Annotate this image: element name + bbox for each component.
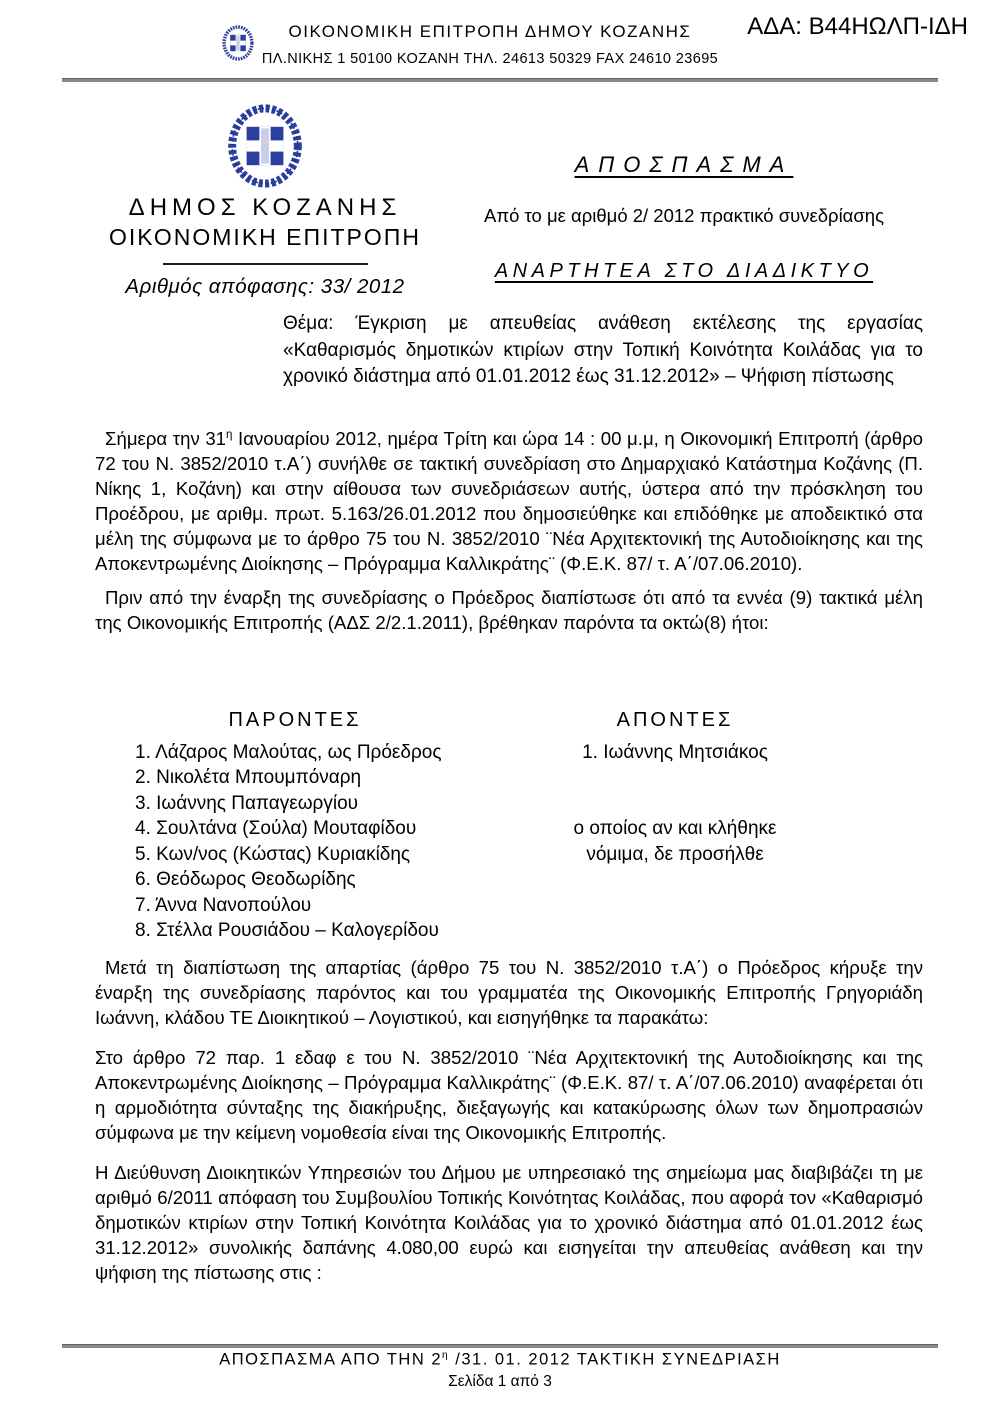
absent-note: ο οποίος αν και κλήθηκε (573, 818, 777, 839)
present-member: 7. Άννα Νανοπούλου (135, 894, 312, 916)
attendance-row (95, 918, 923, 944)
absent-member (495, 765, 855, 791)
present-member: 2. Νικολέτα Μπουμπόναρη (135, 767, 362, 788)
absent-member (495, 867, 855, 893)
absent-member (495, 893, 855, 919)
letterhead-org-line: ΟΙΚΟΝΟΜΙΚΗ ΕΠΙΤΡΟΠΗ ΔΗΜΟΥ ΚΟΖΑΝΗΣ (288, 22, 692, 41)
attendance-row (95, 893, 923, 919)
body-lower (95, 955, 923, 1285)
attendance-row (95, 791, 923, 817)
absent-note: νόμιμα, δε προσήλθε (586, 843, 764, 865)
paragraph-text: Ιανουαρίου 2012, ημέρα Τρίτη και ώρα 14 : 00 μ.μ, η Οικονομική Επιτροπή (άρθρο 72 του Ν. 3852/2010 τ.Α΄) συνήλθε σε τακτική συνεδρίαση στο Δημαρχιακό Κατάστημα Κοζάνης (Π. Νίκης 1, Κοζάνη) και στην αίθουσα των συνεδριάσεων αυτής, ύστερα από την πρόσκληση του Προέδρου, με αριθμ. πρωτ. 5.163/26.01.2012 που δημοσιεύθηκε και επιδόθηκε με αποδεικτικό στα μέλη της σύμφωνα με το άρθρο 75 του Ν. 3852/2010 ¨Νέα Αρχιτεκτονική της Αυτοδιοίκησης και της Αποκεντρωμένης Διοίκησης – Πρόγραμμα Καλλικράτης¨ (Φ.Ε.Κ. 87/ τ. Α΄/07.06.2010). (95, 428, 923, 575)
footer-session-line (0, 1350, 1000, 1370)
attendance-section (95, 708, 923, 944)
attendance-row (95, 765, 923, 791)
attendance-row (95, 740, 923, 766)
present-member: 4. Σουλτάνα (Σούλα) Μουταφίδου (135, 818, 417, 839)
page-footer (0, 1350, 1000, 1391)
present-member: 3. Ιωάννης Παπαγεωργίου (135, 792, 359, 814)
extract-title: ΑΠΟΣΠΑΣΜΑ (574, 152, 794, 177)
attendance-row (95, 842, 923, 868)
footer-divider-line (62, 1344, 938, 1348)
body-upper (95, 423, 923, 635)
issuer-block (105, 102, 425, 299)
attendance-row (95, 816, 923, 842)
present-member: 6. Θεόδωρος Θεοδωρίδης (135, 869, 356, 890)
present-member: 5. Κων/νος (Κώστας) Κυριακίδης (135, 843, 411, 865)
present-member: 8. Στέλλα Ρουσιάδου – Καλογερίδου (135, 920, 439, 941)
attendance-row (95, 867, 923, 893)
absent-header: ΑΠΟΝΤΕΣ (616, 709, 734, 731)
anartitea-label: ΑΝΑΡΤΗΤΕΑ ΣΤΟ ΔΙΑΔΙΚΤΥΟ (494, 260, 874, 282)
superscript: η (442, 1350, 450, 1361)
present-header: ΠΑΡΟΝΤΕΣ (228, 709, 362, 731)
body-paragraph-4: Στο άρθρο 72 παρ. 1 εδαφ ε του Ν. 3852/2010 ¨Νέα Αρχιτεκτονική της Αυτοδιοίκησης και της Αποκεντρωμένης Διοίκησης – Πρόγραμμα Καλλικράτης¨ (Φ.Ε.Κ. 87/ τ. Α΄/07.06.2010) αναφέρεται ότι η αρμοδιότητα σύνταξης της διακήρυξης, διεξαγωγής και κατακύρωσης όλων των δημοπρασιών σύμφωνα με την κείμενη νομοθεσία είναι της Οικονομικής Επιτροπής. (95, 1047, 923, 1143)
absent-member (495, 918, 855, 944)
superscript: η (226, 429, 233, 441)
extract-block (438, 152, 930, 283)
present-member: 1. Λάζαρος Μαλούτας, ως Πρόεδρος (135, 741, 442, 763)
municipality-emblem-icon (225, 102, 305, 190)
footer-text: /31. 01. 2012 ΤΑΚΤΙΚΗ ΣΥΝΕΔΡΙΑΣΗ (449, 1350, 781, 1369)
absent-member: 1. Ιωάννης Μητσιάκος (582, 741, 768, 763)
subject-paragraph: Θέμα: Έγκριση με απευθείας ανάθεση εκτέλεσης της εργασίας «Καθαρισμός δημοτικών κτιρίων στην Τοπική Κοινότητα Κοιλάδας για το χρονικό διάστημα από 01.01.2012 έως 31.12.2012» – Ψήφιση πίστωσης (283, 313, 923, 387)
letterhead (250, 22, 730, 67)
letterhead-address-line: ΠΛ.ΝΙΚΗΣ 1 50100 ΚΟΖΑΝΗ ΤΗΛ. 24613 50329 FAX 24610 23695 (261, 51, 719, 67)
ada-number: ΑΔΑ: Β44ΗΩΛΠ-ΙΔΗ (747, 13, 968, 40)
decision-number: Αριθμός απόφασης: 33/ 2012 (125, 275, 405, 298)
body-paragraph-3: Μετά τη διαπίστωση της απαρτίας (άρθρο 75 του Ν. 3852/2010 τ.Α΄) ο Πρόεδρος κήρυξε την έναρξη της συνεδρίασης παρόντος και του γραμματέα της Οικονομικής Επιτροπής Γρηγοριάδη Ιωάννη, κλάδου ΤΕ Διοικητικού – Λογιστικού, και εισηγήθηκε τα παρακάτω: (95, 957, 923, 1028)
footer-text: ΑΠΟΣΠΑΣΜΑ ΑΠΟ ΤΗΝ 2 (219, 1350, 442, 1369)
header-divider-line (62, 78, 938, 82)
attendance-headers (95, 708, 923, 734)
paragraph-text: Σήμερα την 31 (105, 428, 227, 450)
body-paragraph-1 (95, 423, 923, 576)
minutes-reference: Από το με αριθμό 2/ 2012 πρακτικό συνεδρίασης (483, 205, 884, 226)
body-paragraph-2: Πριν από την έναρξη της συνεδρίασης ο Πρόεδρος διαπίστωσε ότι από τα εννέα (9) τακτικά μέλη της Οικονομικής Επιτροπής (ΑΔΣ 2/2.1.2011), βρέθηκαν παρόντα τα οκτώ(8) ήτοι: (95, 587, 923, 634)
title-divider-line (163, 263, 368, 265)
committee-name: ΟΙΚΟΝΟΜΙΚΗ ΕΠΙΤΡΟΠΗ (108, 224, 422, 250)
absent-member (495, 791, 855, 817)
footer-page-number: Σελίδα 1 από 3 (448, 1372, 552, 1390)
municipality-name: ΔΗΜΟΣ ΚΟΖΑΝΗΣ (128, 194, 402, 221)
body-paragraph-5: Η Διεύθυνση Διοικητικών Υπηρεσιών του Δήμου με υπηρεσιακό της σημείωμα μας διαβιβάζει τη με αριθμό 6/2011 απόφαση του Συμβουλίου Τοπικής Κοινότητας Κοιλάδας, που αφορά τον «Καθαρισμό δημοτικών κτιρίων στην Τοπική Κοινότητα Κοιλάδας για το χρονικό διάστημα από 01.01.2012 έως 31.12.2012» συνολικής δαπάνης 4.080,00 ευρώ και εισηγείται την απευθείας ανάθεση και την ψήφιση της πίστωσης στις : (95, 1162, 923, 1283)
